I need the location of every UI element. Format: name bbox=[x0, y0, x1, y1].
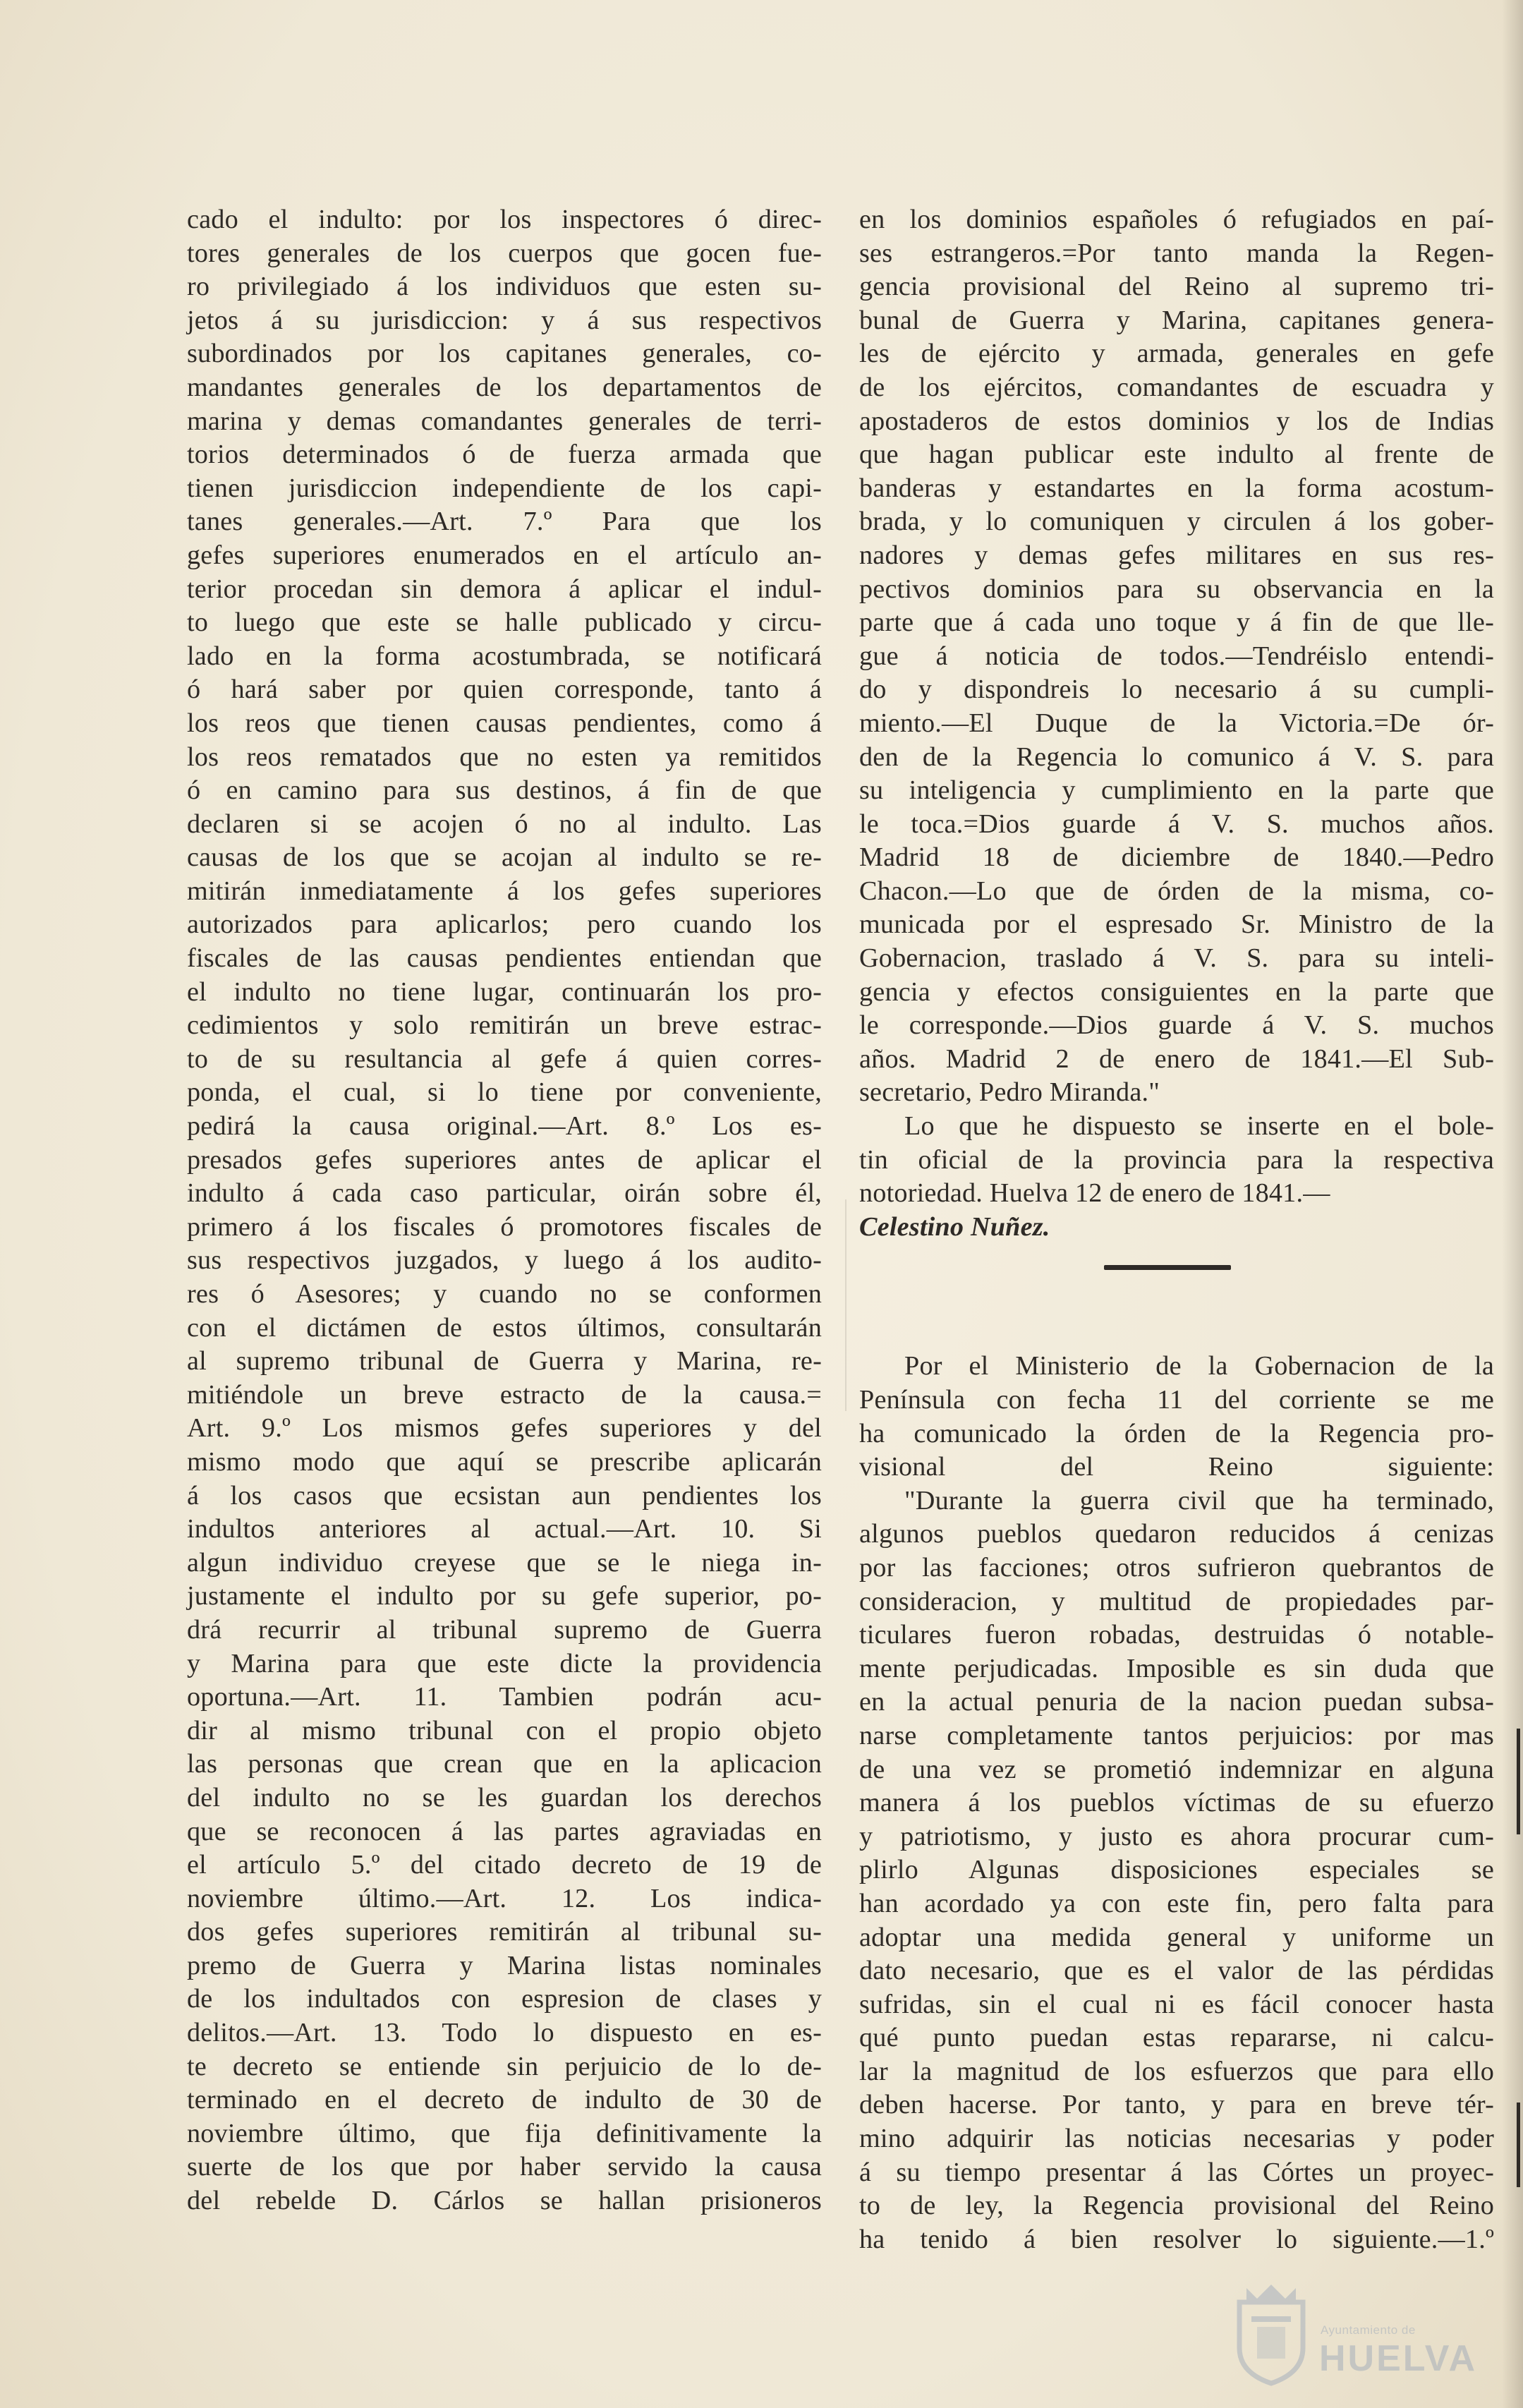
text-line: Península con fecha 11 del corriente se me bbox=[859, 1385, 1494, 1415]
margin-tick bbox=[1517, 2103, 1520, 2187]
text-line: brada, y lo comuniquen y circulen á los gober- bbox=[859, 507, 1494, 537]
text-line: algunos pueblos quedaron reducidos á cenizas bbox=[859, 1519, 1494, 1549]
text-line: en la actual penuria de la nacion puedan subsa- bbox=[859, 1687, 1494, 1717]
signature: Celestino Nuñez. bbox=[859, 1211, 1050, 1242]
text-line: le corresponde.—Dios guarde á V. S. muchos bbox=[859, 1010, 1494, 1041]
text-line: y Marina para que este dicte la providencia bbox=[187, 1648, 822, 1678]
text-line: gencia y efectos consiguientes en la parte que bbox=[859, 976, 1494, 1007]
text-line: visional del Reino siguiente: bbox=[859, 1452, 1494, 1482]
text-line: cedimientos y solo remitirán un breve estrac- bbox=[187, 1010, 822, 1041]
right-column-part3 bbox=[859, 1350, 1494, 2256]
text-line: pectivos dominios para su observancia en la bbox=[859, 574, 1494, 604]
text-line: res ó Asesores; y cuando no se conformen bbox=[187, 1279, 822, 1309]
right-column-part1 bbox=[859, 203, 1494, 1110]
text-line: indulto á cada caso particular, oirán sobre él, bbox=[187, 1178, 822, 1209]
text-line: manera á los pueblos víctimas de su efuerzo bbox=[859, 1788, 1494, 1818]
text-line: indultos anteriores al actual.—Art. 10. Si bbox=[187, 1514, 822, 1544]
text-line: mente perjudicadas. Imposible es sin duda que bbox=[859, 1653, 1494, 1683]
text-line: y patriotismo, y justo es ahora procurar cum- bbox=[859, 1821, 1494, 1851]
text-line: tanes generales.—Art. 7.º Para que los bbox=[187, 507, 822, 537]
text-line: los reos que tienen causas pendientes, como á bbox=[187, 708, 822, 738]
stamp-small-text: Ayuntamiento de bbox=[1321, 2323, 1416, 2337]
text-line: "Durante la guerra civil que ha terminado, bbox=[904, 1485, 1494, 1515]
left-column bbox=[187, 203, 822, 2218]
text-line: le toca.=Dios guarde á V. S. muchos años. bbox=[859, 809, 1494, 839]
text-line: oportuna.—Art. 11. Tambien podrán acu- bbox=[187, 1682, 822, 1712]
text-line: lado en la forma acostumbrada, se notificará bbox=[187, 641, 822, 671]
text-line: Madrid 18 de diciembre de 1840.—Pedro bbox=[859, 842, 1494, 873]
text-line: sus respectivos juzgados, y luego á los audito- bbox=[187, 1245, 822, 1276]
text-line: ó hará saber por quien corresponde, tanto á bbox=[187, 674, 822, 705]
text-line: nadores y demas gefes militares en sus res- bbox=[859, 540, 1494, 570]
text-line: causas de los que se acojan al indulto se re- bbox=[187, 842, 822, 873]
column-gutter bbox=[845, 1199, 847, 1411]
text-line: las personas que crean que en la aplicacion bbox=[187, 1749, 822, 1779]
text-line: noviembre último, que fija definitivamente la bbox=[187, 2118, 822, 2148]
text-line: banderas y estandartes en la forma acostum- bbox=[859, 473, 1494, 503]
text-line: mitiéndole un breve estracto de la causa.= bbox=[187, 1379, 822, 1410]
text-line: parte que á cada uno toque y á fin de que lle- bbox=[859, 607, 1494, 638]
margin-tick bbox=[1517, 1729, 1520, 1834]
text-line: qué punto puedan estas repararse, ni calcu- bbox=[859, 2023, 1494, 2053]
text-line: ha comunicado la órden de la Regencia pro- bbox=[859, 1418, 1494, 1448]
text-line: adoptar una medida general y uniforme un bbox=[859, 1922, 1494, 1952]
text-line: ro privilegiado á los individuos que esten su- bbox=[187, 272, 822, 302]
text-line: que se reconocen á las partes agraviadas en bbox=[187, 1816, 822, 1846]
text-line: de una vez se prometió indemnizar en alguna bbox=[859, 1754, 1494, 1784]
right-column-part2 bbox=[859, 1110, 1494, 1211]
stamp-big-text: HUELVA bbox=[1319, 2338, 1478, 2379]
text-line: jetos á su jurisdiccion: y á sus respectivos bbox=[187, 305, 822, 335]
text-line: el artículo 5.º del citado decreto de 19 de bbox=[187, 1850, 822, 1880]
text-line: que hagan publicar este indulto al frente de bbox=[859, 440, 1494, 470]
text-line: fiscales de las causas pendientes entiendan que bbox=[187, 943, 822, 974]
section-divider-rule bbox=[1104, 1265, 1231, 1270]
section-spacer bbox=[859, 1244, 1494, 1350]
text-line: bunal de Guerra y Marina, capitanes genera- bbox=[859, 305, 1494, 335]
text-line: plirlo Algunas disposiciones especiales se bbox=[859, 1855, 1494, 1885]
text-line: años. Madrid 2 de enero de 1841.—El Sub- bbox=[859, 1043, 1494, 1074]
text-line: te decreto se entiende sin perjuicio de lo de- bbox=[187, 2051, 822, 2081]
text-line: deben hacerse. Por tanto, y para en breve tér- bbox=[859, 2090, 1494, 2120]
text-line: dos gefes superiores remitirán al tribunal su- bbox=[187, 1917, 822, 1947]
text-line: municada por el espresado Sr. Ministro de la bbox=[859, 909, 1494, 940]
text-line: apostaderos de estos dominios y los de Indias bbox=[859, 406, 1494, 436]
text-line: autorizados para aplicarlos; pero cuando los bbox=[187, 909, 822, 940]
text-line: dato necesario, que es el valor de las pérdidas bbox=[859, 1956, 1494, 1986]
right-column bbox=[859, 203, 1494, 2256]
text-line: mitirán inmediatamente á los gefes superiores bbox=[187, 876, 822, 906]
text-line: Gobernacion, traslado á V. S. para su inteli- bbox=[859, 943, 1494, 974]
text-line: notoriedad. Huelva 12 de enero de 1841.— bbox=[859, 1178, 1330, 1209]
text-line: premo de Guerra y Marina listas nominales bbox=[187, 1950, 822, 1980]
text-line: les de ejército y armada, generales en gefe bbox=[859, 339, 1494, 369]
text-line: han acordado ya con este fin, pero falta para bbox=[859, 1888, 1494, 1918]
text-line: Chacon.—Lo que de órden de la misma, co- bbox=[859, 876, 1494, 906]
text-line: mismo modo que aquí se prescribe aplicarán bbox=[187, 1446, 822, 1477]
text-line: en los dominios españoles ó refugiados en paí- bbox=[859, 205, 1494, 234]
text-line: tienen jurisdiccion independiente de los capi- bbox=[187, 473, 822, 503]
text-line: pedirá la causa original.—Art. 8.º Los es- bbox=[187, 1111, 822, 1142]
text-line: terior procedan sin demora á aplicar el indul- bbox=[187, 574, 822, 604]
text-line: dir al mismo tribunal con el propio objeto bbox=[187, 1715, 822, 1746]
text-line: su inteligencia y cumplimiento en la parte que bbox=[859, 775, 1494, 806]
page-edge-shadow bbox=[1502, 0, 1523, 2408]
text-line: noviembre último.—Art. 12. Los indica- bbox=[187, 1883, 822, 1913]
text-line: sufridas, sin el cual ni es fácil conocer hasta bbox=[859, 1989, 1494, 2019]
text-line: miento.—El Duque de la Victoria.=De ór- bbox=[859, 708, 1494, 738]
text-line: den de la Regencia lo comunico á V. S. para bbox=[859, 742, 1494, 772]
text-line: de los indultados con espresion de clases y bbox=[187, 1984, 822, 2014]
text-line: terminado en el decreto de indulto de 30 de bbox=[187, 2085, 822, 2115]
text-line: mandantes generales de los departamentos de bbox=[187, 372, 822, 402]
text-line: Por el Ministerio de la Gobernacion de la bbox=[904, 1351, 1494, 1381]
text-line: delitos.—Art. 13. Todo lo dispuesto en es- bbox=[187, 2018, 822, 2048]
text-line: con el dictámen de estos últimos, consultarán bbox=[187, 1312, 822, 1343]
text-line: gue á noticia de todos.—Tendréislo entendi- bbox=[859, 641, 1494, 671]
text-line: to luego que este se halle publicado y circu- bbox=[187, 607, 822, 638]
text-line: el indulto no tiene lugar, continuarán los pro- bbox=[187, 976, 822, 1007]
text-line: suerte de los que por haber servido la causa bbox=[187, 2152, 822, 2182]
text-line: á los casos que ecsistan aun pendientes los bbox=[187, 1480, 822, 1511]
text-line: tores generales de los cuerpos que gocen fue- bbox=[187, 238, 822, 268]
text-line: to de ley, la Regencia provisional del Reino bbox=[859, 2191, 1494, 2221]
text-line: del rebelde D. Cárlos se hallan prisioneros bbox=[187, 2186, 822, 2216]
text-line: por las facciones; otros sufrieron quebrantos de bbox=[859, 1552, 1494, 1583]
text-line: Art. 9.º Los mismos gefes superiores y del bbox=[187, 1413, 822, 1444]
text-line: narse completamente tantos perjuicios: por mas bbox=[859, 1720, 1494, 1750]
text-line: mino adquirir las noticias necesarias y poder bbox=[859, 2124, 1494, 2154]
text-line: secretario, Pedro Miranda." bbox=[859, 1077, 1160, 1108]
text-line: drá recurrir al tribunal supremo de Guerra bbox=[187, 1614, 822, 1645]
text-line: ponda, el cual, si lo tiene por conveniente, bbox=[187, 1077, 822, 1108]
text-line: ha tenido á bien resolver lo siguiente.—1.º bbox=[859, 2224, 1494, 2254]
text-line: torios determinados ó de fuerza armada que bbox=[187, 440, 822, 470]
text-line: presados gefes superiores antes de aplicar el bbox=[187, 1144, 822, 1175]
text-line: cado el indulto: por los inspectores ó direc- bbox=[187, 205, 822, 234]
text-line: consideracion, y multitud de propiedades par- bbox=[859, 1586, 1494, 1616]
text-line: gefes superiores enumerados en el artículo an- bbox=[187, 540, 822, 570]
text-line: al supremo tribunal de Guerra y Marina, re- bbox=[187, 1346, 822, 1377]
text-line: los reos rematados que no esten ya remitidos bbox=[187, 742, 822, 772]
text-line: to de su resultancia al gefe á quien corres- bbox=[187, 1043, 822, 1074]
text-line: justamente el indulto por su gefe superior, po- bbox=[187, 1581, 822, 1611]
text-line: tin oficial de la provincia para la respectiva bbox=[859, 1144, 1494, 1175]
text-line: ó en camino para sus destinos, á fin de que bbox=[187, 775, 822, 806]
text-line: lar la magnitud de los esfuerzos que para ello bbox=[859, 2056, 1494, 2086]
text-line: primero á los fiscales ó promotores fiscales de bbox=[187, 1211, 822, 1242]
text-line: gencia provisional del Reino al supremo tri- bbox=[859, 272, 1494, 302]
text-line: ticulares fueron robadas, destruidas ó notable- bbox=[859, 1620, 1494, 1650]
text-line: declaren si se acojen ó no al indulto. Las bbox=[187, 809, 822, 839]
text-line: marina y demas comandantes generales de terri- bbox=[187, 406, 822, 436]
text-line: Lo que he dispuesto se inserte en el bole- bbox=[904, 1111, 1494, 1142]
text-line: algun individuo creyese que se le niega in- bbox=[187, 1547, 822, 1578]
ayuntamiento-huelva-stamp bbox=[1229, 2281, 1478, 2387]
text-line: del indulto no se les guardan los derechos bbox=[187, 1782, 822, 1813]
text-line: ses estrangeros.=Por tanto manda la Regen- bbox=[859, 238, 1494, 268]
text-line: de los ejércitos, comandantes de escuadra y bbox=[859, 372, 1494, 402]
coat-of-arms-icon bbox=[1229, 2281, 1313, 2387]
text-line: á su tiempo presentar á las Córtes un proyec- bbox=[859, 2157, 1494, 2187]
text-line: subordinados por los capitanes generales, co- bbox=[187, 339, 822, 369]
text-line: do y dispondreis lo necesario á su cumpli- bbox=[859, 674, 1494, 705]
